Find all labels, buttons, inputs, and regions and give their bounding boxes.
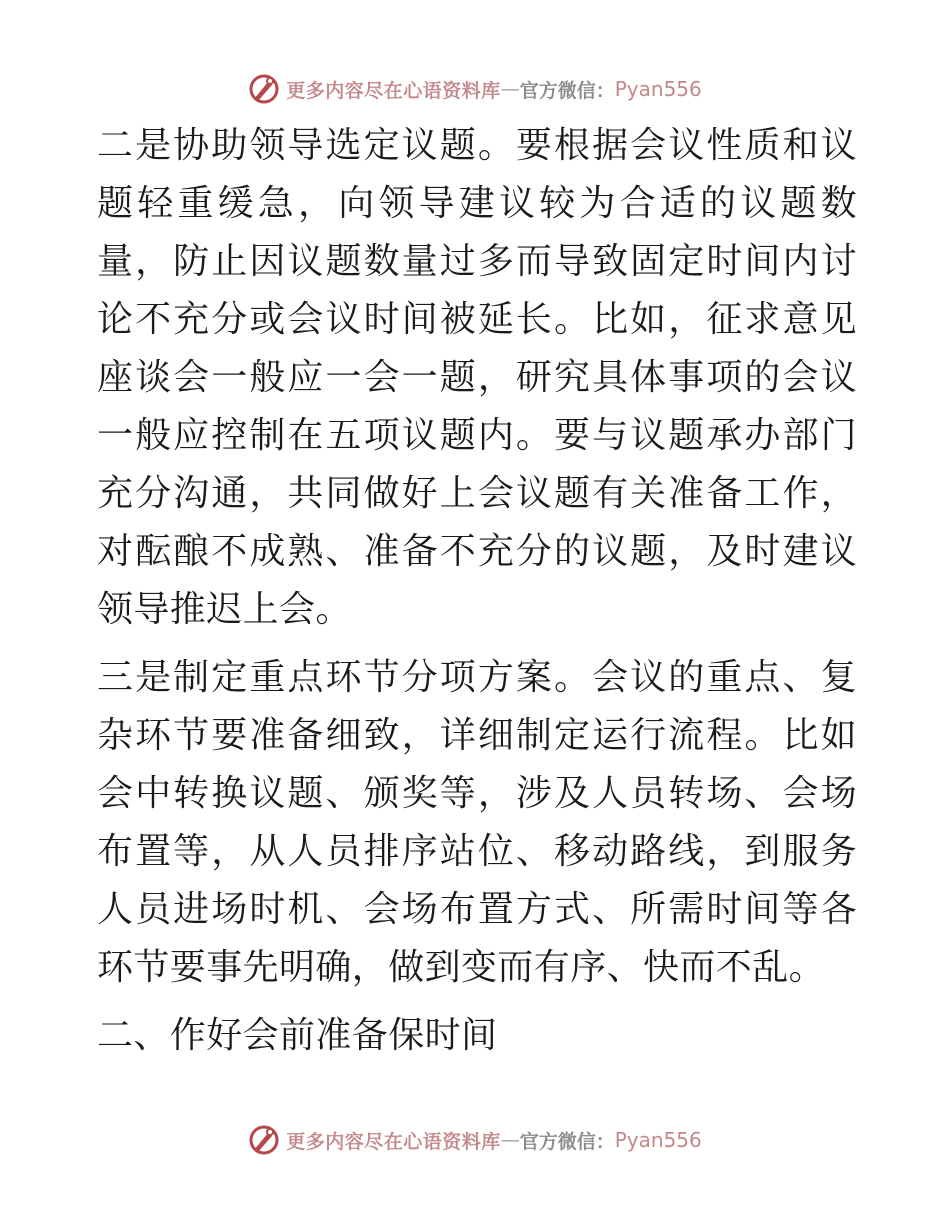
watermark-site-text: 更多内容尽在心语资料库	[286, 1130, 501, 1153]
watermark-wechat-id: Pyan556	[614, 1128, 702, 1152]
watermark-official-label: 官方微信：	[519, 79, 615, 102]
pen-logo-icon	[248, 73, 280, 105]
paragraph-key-steps: 三是制定重点环节分项方案。会议的重点、复杂环节要准备细致，详细制定运行流程。比如会中转换议题、颁奖等，涉及人员转场、会场布置等，从人员排序站位、移动路线，到服务人员进场时机、会场布置方式、所需时间等各环节要事先明确，做到变而有序、快而不乱。	[97, 657, 857, 988]
watermark-wechat-id: Pyan556	[614, 77, 702, 101]
pen-logo-icon	[248, 1124, 280, 1156]
watermark-dash: —	[500, 78, 520, 100]
document-body	[97, 117, 857, 1065]
watermark-dash: —	[500, 1129, 520, 1151]
section-heading: 二、作好会前准备保时间	[97, 1015, 498, 1056]
watermark-site-text: 更多内容尽在心语资料库	[286, 79, 501, 102]
footer-watermark	[0, 1122, 950, 1158]
paragraph-topic-selection: 二是协助领导选定议题。要根据会议性质和议题轻重缓急，向领导建议较为合适的议题数量，防止因议题数量过多而导致固定时间内讨论不充分或会议时间被延长。比如，征求意见座谈会一般应一会一题，研究具体事项的会议一般应控制在五项议题内。要与议题承办部门充分沟通，共同做好上会议题有关准备工作，对酝酿不成熟、准备不充分的议题，及时建议领导推迟上会。	[97, 125, 857, 630]
watermark-official-label: 官方微信：	[519, 1130, 615, 1153]
header-watermark	[0, 71, 950, 107]
